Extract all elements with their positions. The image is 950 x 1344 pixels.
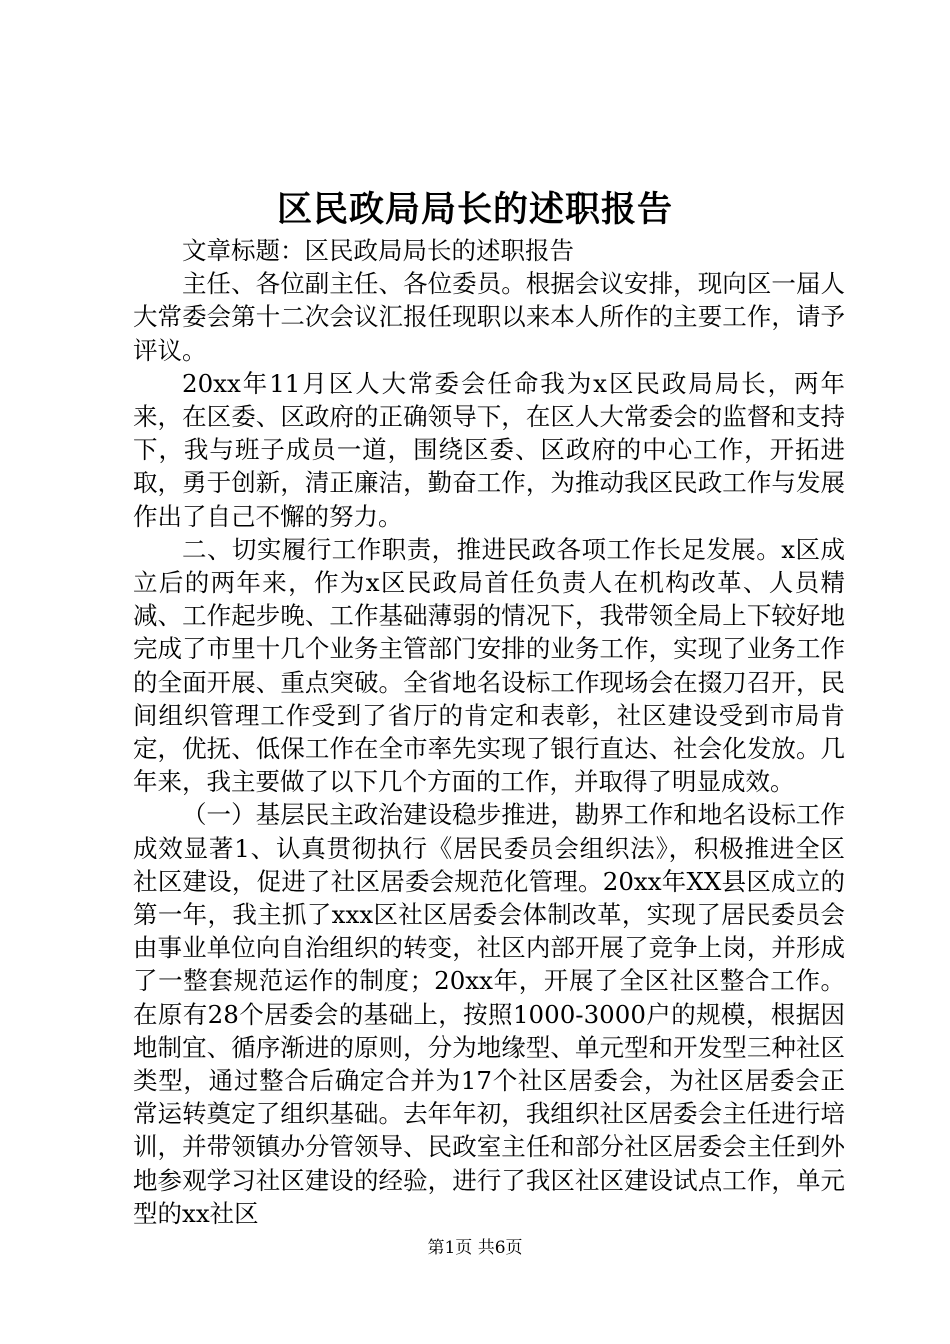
document-title: 区民政局局长的述职报告	[276, 189, 673, 230]
paragraph-community: （一）基层民主政治建设稳步推进，勘界工作和地名设标工作成效显著1、认真贯彻执行《居民委员会组织法》，积极推进全区社区建设，促进了社区居委会规范化管理。20xx年XX县区成立的第一年，我主抓了xxx区社区居委会体制改革，实现了居民委员会由事业单位向自治组织的转变，社区内部开展了竞争上岗，并形成了一整套规范运作的制度；20xx年，开展了全区社区整合工作。在原有28个居委会的基础上，按照1000-3000户的规模，根据因地制宜、循序渐进的原则，分为地缘型、单元型和开发型三种社区类型，通过整合后确定合并为17个社区居委会，为社区居委会正常运转奠定了组织基础。去年年初，我组织社区居委会主任进行培训，并带领镇办分管领导、民政室主任和部分社区居委会主任到外地参观学习社区建设的经验，进行了我区社区建设试点工作，单元型的xx社区	[133, 800, 845, 1228]
paragraph-greeting: 主任、各位副主任、各位委员。根据会议安排，现向区一届人大常委会第十二次会议汇报任现职以来本人所作的主要工作，请予评议。	[133, 269, 845, 365]
article-title-line: 文章标题：区民政局局长的述职报告	[182, 236, 574, 265]
paragraph-duties: 二、切实履行工作职责，推进民政各项工作长足发展。x区成立后的两年来，作为x区民政局首任负责人在机构改革、人员精减、工作起步晚、工作基础薄弱的情况下，我带领全局上下较好地完成了市里十几个业务主管部门安排的业务工作，实现了业务工作的全面开展、重点突破。全省地名设标工作现场会在掇刀召开，民间组织管理工作受到了省厅的肯定和表彰，社区建设受到市局肯定，优抚、低保工作在全市率先实现了银行直达、社会化发放。几年来，我主要做了以下几个方面的工作，并取得了明显成效。	[133, 534, 845, 797]
paragraph-appointment: 20xx年11月区人大常委会任命我为x区民政局局长，两年来，在区委、区政府的正确领导下，在区人大常委会的监督和支持下，我与班子成员一道，围绕区委、区政府的中心工作，开拓进取，勇于创新，清正廉洁，勤奋工作，为推动我区民政工作与发展作出了自己不懈的努力。	[133, 368, 845, 531]
document-body	[133, 234, 845, 1230]
page-number: 第1页 共6页	[427, 1238, 523, 1258]
